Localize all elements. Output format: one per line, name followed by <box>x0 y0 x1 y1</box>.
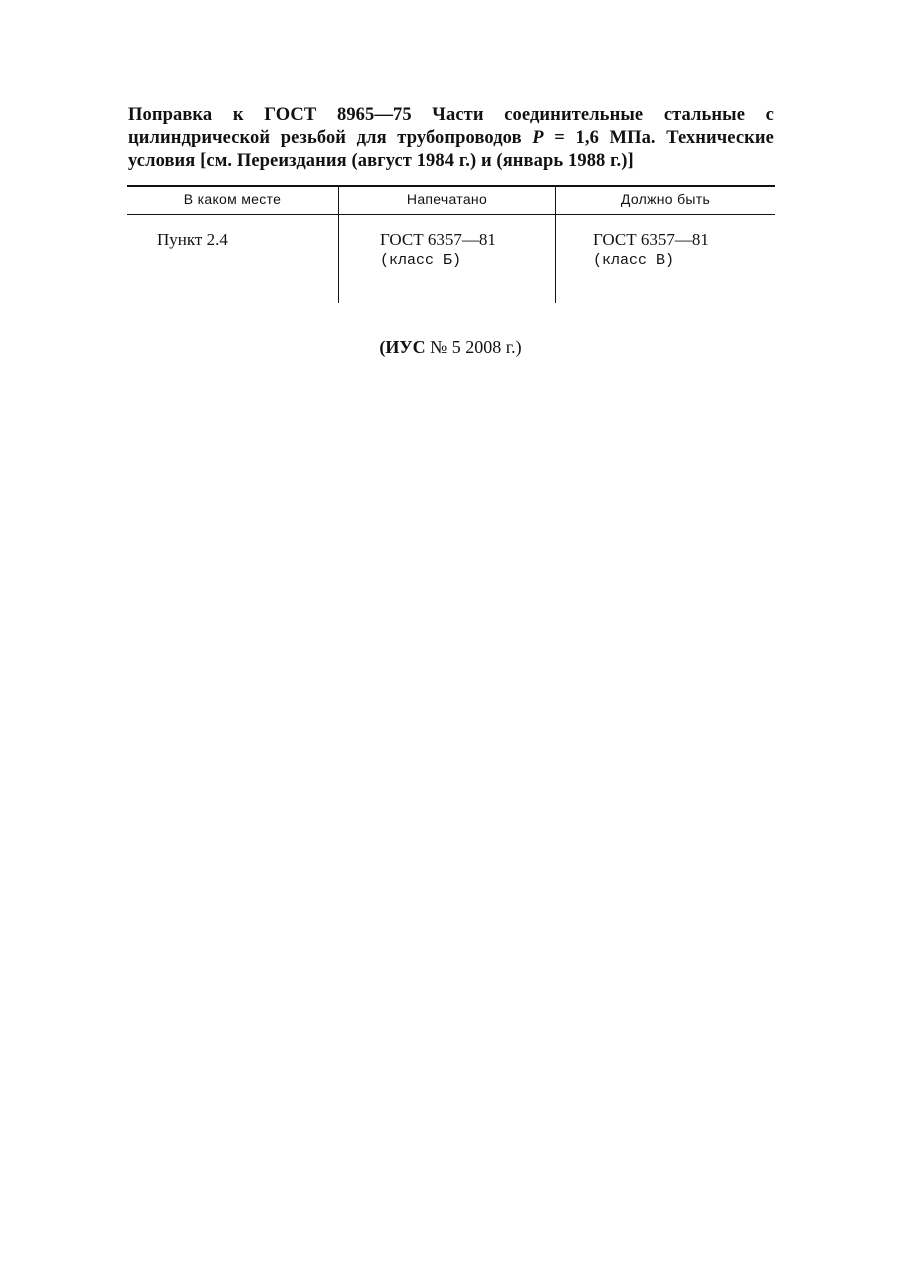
title-part-2: = 1,6 МПа. Технические условия [см. Переиздания (август 1984 г.) и (январь 1988 г.)] <box>128 128 774 171</box>
title-variable: P <box>532 128 544 148</box>
cell-should-be-class: (класс В) <box>593 252 675 269</box>
corrections-table <box>127 185 775 303</box>
cell-printed-class: (класс Б) <box>380 252 462 269</box>
source-reference <box>0 336 901 358</box>
cell-location <box>157 229 228 251</box>
header-location: В каком месте <box>183 191 282 207</box>
table-header-rule <box>127 214 775 215</box>
source-reference-rest: № 5 2008 г.) <box>425 337 522 357</box>
cell-printed <box>380 229 496 271</box>
header-printed: Напечатано <box>406 191 488 207</box>
cell-location-text: Пункт 2.4 <box>157 230 228 249</box>
cell-printed-standard: ГОСТ 6357—81 <box>380 230 496 249</box>
header-should-be: Должно быть <box>620 191 711 207</box>
table-top-rule <box>127 185 775 187</box>
amendment-title <box>128 104 774 173</box>
source-reference-bold: (ИУС <box>379 337 426 357</box>
cell-should-be-standard: ГОСТ 6357—81 <box>593 230 709 249</box>
cell-should-be <box>593 229 709 271</box>
title-part-1: Поправка к ГОСТ 8965—75 Части соединительные стальные с цилиндрической резьбой для трубопроводов <box>128 105 774 148</box>
